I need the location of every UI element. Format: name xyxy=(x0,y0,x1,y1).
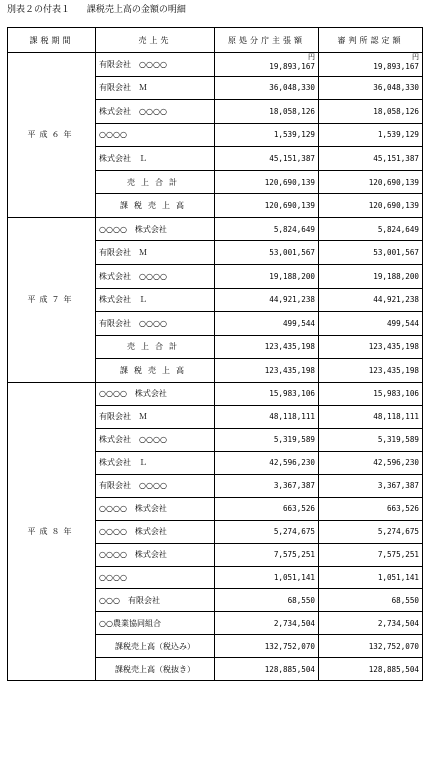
period-cell: 平成６年 xyxy=(8,53,96,218)
original-total-amount: 128,885,504 xyxy=(215,658,319,681)
customer-cell: 有限会社 Ｍ xyxy=(96,405,215,428)
tribunal-amount: 7,575,251 xyxy=(377,550,419,560)
original-amount: 663,526 xyxy=(282,504,315,514)
total-label: 課税売上高（税込み） xyxy=(96,635,215,658)
tribunal-amount: 19,188,200 xyxy=(373,271,419,281)
original-total-amount: 123,435,198 xyxy=(215,359,319,383)
tribunal-amount: 1,051,141 xyxy=(377,573,419,582)
customer-cell: 有限会社 ○○○○ xyxy=(96,53,215,77)
tribunal-amount-cell xyxy=(319,382,423,405)
tribunal-amount-cell xyxy=(319,497,423,520)
total-label: 売上合計 xyxy=(96,170,215,194)
tribunal-amount-cell xyxy=(319,76,423,100)
original-amount: 5,274,675 xyxy=(273,527,315,537)
tribunal-amount: 68,550 xyxy=(391,595,419,605)
original-amount-cell xyxy=(215,241,319,265)
table-row xyxy=(8,382,423,405)
header-row xyxy=(8,28,423,53)
original-amount-cell xyxy=(215,76,319,100)
customer-cell: 株式会社 ○○○○ xyxy=(96,265,215,289)
original-total-amount: 123,435,198 xyxy=(215,335,319,359)
original-amount: 2,734,504 xyxy=(273,618,315,628)
period-cell: 平成８年 xyxy=(8,382,96,681)
period-cell: 平成７年 xyxy=(8,217,96,382)
original-total-amount: 120,690,139 xyxy=(215,170,319,194)
original-amount: 19,893,167 xyxy=(269,62,315,72)
original-amount-cell xyxy=(215,288,319,312)
original-amount-cell xyxy=(215,474,319,497)
table-caption: 課税売上高の金額の明細 xyxy=(86,5,186,15)
tribunal-amount: 42,596,230 xyxy=(373,458,419,468)
customer-cell: 有限会社 ○○○○ xyxy=(96,474,215,497)
tribunal-amount-cell xyxy=(319,428,423,451)
customer-cell: 株式会社 Ｌ xyxy=(96,288,215,312)
header-original-amount: 原処分庁主張額 xyxy=(215,28,319,53)
original-amount-cell xyxy=(215,543,319,566)
total-label: 売上合計 xyxy=(96,335,215,359)
customer-cell: ○○農業協同組合 xyxy=(96,612,215,635)
original-amount-cell xyxy=(215,612,319,635)
tribunal-amount-cell xyxy=(319,543,423,566)
original-amount: 5,319,589 xyxy=(273,435,315,445)
document-title xyxy=(7,4,186,16)
header-period: 課税期間 xyxy=(8,28,96,53)
customer-cell: ○○○○ 株式会社 xyxy=(96,382,215,405)
tribunal-amount-cell xyxy=(319,217,423,241)
tribunal-amount-cell xyxy=(319,612,423,635)
tribunal-amount-cell xyxy=(319,474,423,497)
tribunal-total-amount: 128,885,504 xyxy=(319,658,423,681)
customer-cell: 株式会社 ○○○○ xyxy=(96,100,215,124)
original-amount: 5,824,649 xyxy=(273,224,315,234)
customer-cell: 株式会社 Ｌ xyxy=(96,451,215,474)
tribunal-total-amount: 132,752,070 xyxy=(319,635,423,658)
customer-cell: ○○○○ 株式会社 xyxy=(96,497,215,520)
original-amount-cell xyxy=(215,497,319,520)
tribunal-amount: 45,151,387 xyxy=(373,154,419,164)
customer-cell: ○○○○ xyxy=(96,123,215,147)
unit-label: 円 xyxy=(308,53,315,62)
tribunal-amount: 3,367,387 xyxy=(377,481,419,491)
original-amount-cell xyxy=(215,382,319,405)
original-amount: 1,051,141 xyxy=(273,573,315,582)
tribunal-total-amount: 120,690,139 xyxy=(319,170,423,194)
total-label: 課税売上高 xyxy=(96,194,215,218)
customer-cell: ○○○○ xyxy=(96,566,215,589)
tribunal-amount: 44,921,238 xyxy=(373,295,419,305)
customer-cell: 有限会社 Ｍ xyxy=(96,241,215,265)
original-amount-cell xyxy=(215,589,319,612)
customer-cell: ○○○○ 株式会社 xyxy=(96,543,215,566)
tribunal-amount-cell xyxy=(319,405,423,428)
header-tribunal-amount: 審判所認定額 xyxy=(319,28,423,53)
original-amount: 19,188,200 xyxy=(269,271,315,281)
customer-cell: 株式会社 Ｌ xyxy=(96,147,215,171)
tribunal-amount: 499,544 xyxy=(386,318,419,328)
table-row xyxy=(8,217,423,241)
tribunal-amount: 18,058,126 xyxy=(373,106,419,116)
tribunal-amount-cell xyxy=(319,520,423,543)
original-amount: 18,058,126 xyxy=(269,106,315,116)
tribunal-amount: 2,734,504 xyxy=(377,618,419,628)
tribunal-amount-cell xyxy=(319,123,423,147)
original-amount-cell xyxy=(215,312,319,336)
original-amount-cell xyxy=(215,123,319,147)
header-customer: 売上先 xyxy=(96,28,215,53)
original-amount: 53,001,567 xyxy=(269,248,315,258)
tribunal-amount: 53,001,567 xyxy=(373,248,419,258)
table-body xyxy=(8,53,423,681)
tribunal-amount: 1,539,129 xyxy=(377,130,419,140)
unit-label: 円 xyxy=(412,53,419,62)
customer-cell: 株式会社 ○○○○ xyxy=(96,428,215,451)
tribunal-amount-cell xyxy=(319,566,423,589)
customer-cell: 有限会社 ○○○○ xyxy=(96,312,215,336)
tribunal-amount: 5,274,675 xyxy=(377,527,419,537)
original-amount-cell xyxy=(215,265,319,289)
tribunal-amount-cell xyxy=(319,241,423,265)
customer-cell: 有限会社 Ｍ xyxy=(96,76,215,100)
tribunal-amount: 5,319,589 xyxy=(377,435,419,445)
tribunal-amount-cell xyxy=(319,451,423,474)
tribunal-amount: 663,526 xyxy=(386,504,419,514)
original-amount-cell xyxy=(215,451,319,474)
original-amount-cell xyxy=(215,53,319,77)
original-amount: 36,048,330 xyxy=(269,83,315,93)
tribunal-amount-cell xyxy=(319,312,423,336)
table-row xyxy=(8,53,423,77)
tribunal-amount: 5,824,649 xyxy=(377,224,419,234)
original-total-amount: 132,752,070 xyxy=(215,635,319,658)
original-amount: 42,596,230 xyxy=(269,458,315,468)
tribunal-amount: 19,893,167 xyxy=(373,62,419,72)
original-amount-cell xyxy=(215,405,319,428)
appendix-label: 別表２の付表１ xyxy=(7,5,71,15)
original-amount: 3,367,387 xyxy=(273,481,315,491)
total-label: 課税売上高 xyxy=(96,359,215,383)
tribunal-total-amount: 123,435,198 xyxy=(319,359,423,383)
customer-cell: ○○○○ 株式会社 xyxy=(96,217,215,241)
customer-cell: ○○○ 有限会社 xyxy=(96,589,215,612)
total-label: 課税売上高（税抜き） xyxy=(96,658,215,681)
tribunal-amount: 36,048,330 xyxy=(373,83,419,93)
tribunal-amount: 48,118,111 xyxy=(373,412,419,422)
original-amount-cell xyxy=(215,100,319,124)
original-amount-cell xyxy=(215,217,319,241)
tribunal-amount-cell xyxy=(319,53,423,77)
tribunal-total-amount: 123,435,198 xyxy=(319,335,423,359)
original-amount: 1,539,129 xyxy=(273,130,315,140)
original-amount-cell xyxy=(215,147,319,171)
original-amount: 44,921,238 xyxy=(269,295,315,305)
customer-cell: ○○○○ 株式会社 xyxy=(96,520,215,543)
original-amount: 7,575,251 xyxy=(273,550,315,560)
tribunal-total-amount: 120,690,139 xyxy=(319,194,423,218)
tribunal-amount-cell xyxy=(319,265,423,289)
original-amount-cell xyxy=(215,428,319,451)
original-amount: 45,151,387 xyxy=(269,154,315,164)
original-amount: 499,544 xyxy=(282,318,315,328)
original-amount: 68,550 xyxy=(287,595,315,605)
original-total-amount: 120,690,139 xyxy=(215,194,319,218)
tribunal-amount-cell xyxy=(319,100,423,124)
tribunal-amount-cell xyxy=(319,288,423,312)
tribunal-amount-cell xyxy=(319,147,423,171)
tribunal-amount-cell xyxy=(319,589,423,612)
original-amount-cell xyxy=(215,566,319,589)
original-amount-cell xyxy=(215,520,319,543)
original-amount: 15,983,106 xyxy=(269,389,315,399)
tribunal-amount: 15,983,106 xyxy=(373,389,419,399)
original-amount: 48,118,111 xyxy=(269,412,315,422)
sales-detail-table xyxy=(7,27,423,681)
